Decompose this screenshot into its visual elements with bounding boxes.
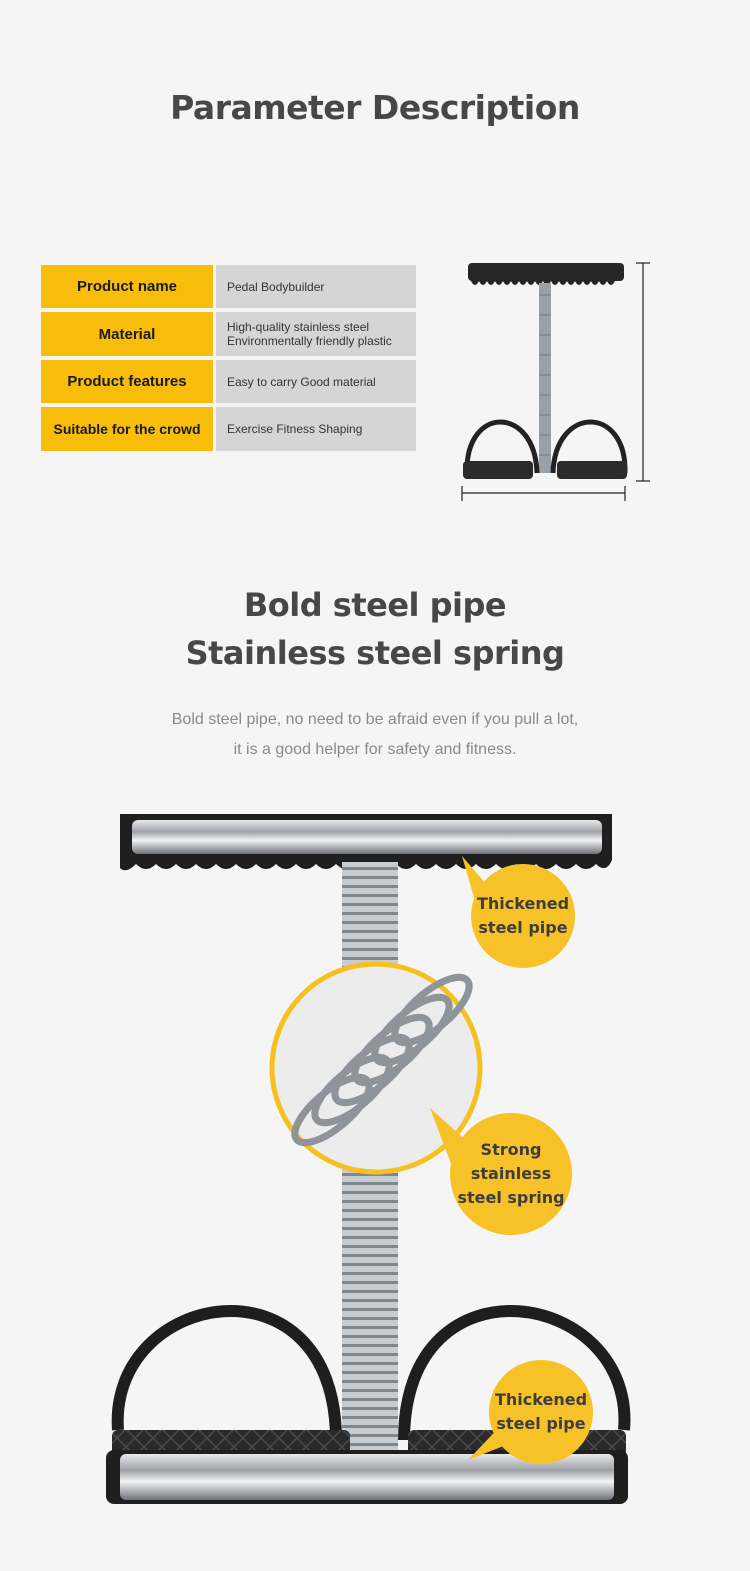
param-value — [216, 360, 416, 403]
param-value — [216, 265, 416, 308]
param-value-line: Pedal Bodybuilder — [227, 279, 325, 294]
param-value-line: Easy to carry Good material — [227, 374, 376, 389]
product-illustration — [0, 790, 750, 1571]
description-line-2: it is a good helper for safety and fitness. — [233, 741, 517, 758]
callout-line: steel pipe — [478, 918, 568, 937]
callout-line: Thickened — [476, 894, 570, 913]
callout-line: Thickened — [494, 1390, 588, 1409]
handle-steel-pipe — [132, 820, 602, 854]
product-dimension-diagram — [455, 255, 655, 510]
callout-line: steel pipe — [496, 1414, 586, 1433]
callout-line: Strong — [480, 1140, 542, 1159]
param-value-line: High-quality stainless steel — [227, 320, 370, 334]
param-label: Suitable for the crowd — [41, 407, 213, 451]
description-line-1: Bold steel pipe, no need to be afraid even if you pull a lot, — [171, 711, 579, 728]
callout-spring — [450, 1113, 572, 1235]
headline-line-1: Bold steel pipe — [243, 586, 507, 624]
parameter-title: Parameter Description — [170, 88, 580, 127]
callout-thickened-pipe-bottom — [489, 1360, 593, 1464]
param-label: Product features — [41, 360, 213, 403]
param-value — [216, 407, 416, 451]
callout-line: stainless — [470, 1164, 552, 1183]
param-value-line: Environmentally friendly plastic — [227, 334, 392, 348]
param-value — [216, 312, 416, 356]
callout-line: steel spring — [457, 1188, 565, 1207]
callout-thickened-pipe-top — [471, 864, 575, 968]
param-label: Material — [41, 312, 213, 356]
param-value-line: Exercise Fitness Shaping — [227, 422, 363, 436]
param-label: Product name — [41, 265, 213, 308]
left-strap — [118, 1311, 336, 1440]
headline-line-2: Stainless steel spring — [185, 634, 565, 672]
